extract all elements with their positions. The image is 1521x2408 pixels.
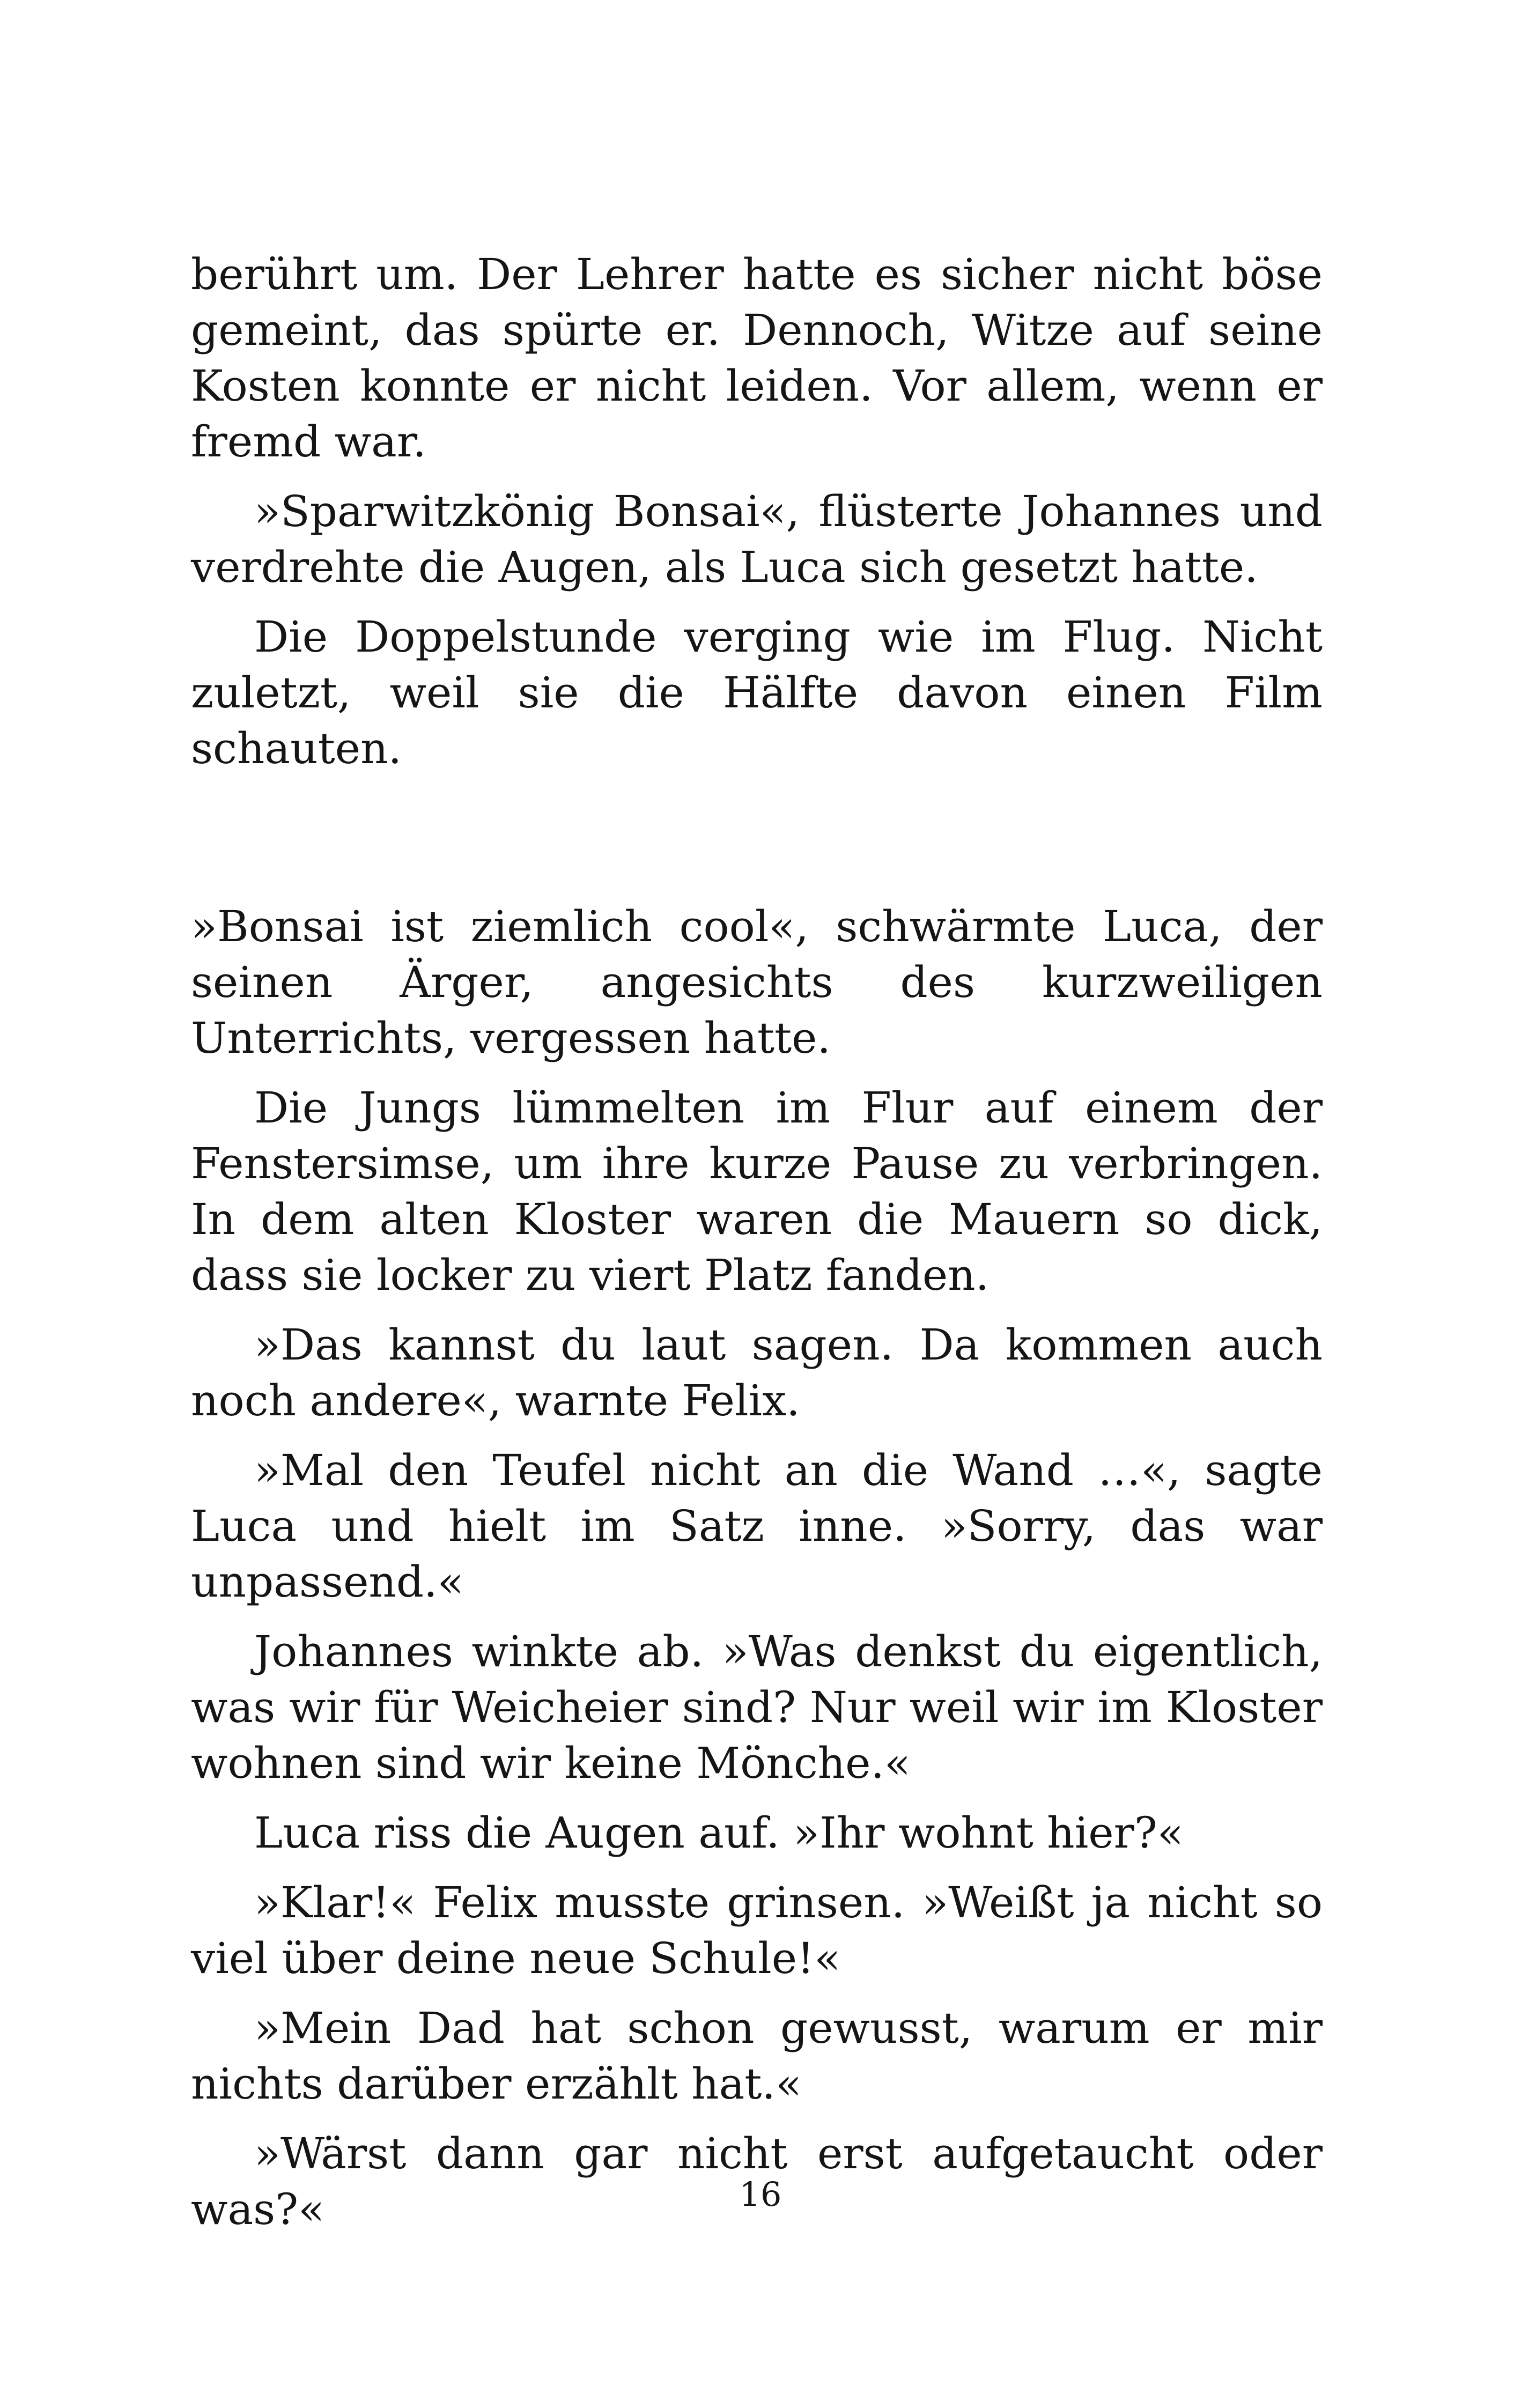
- paragraph-laut-sagen: »Das kannst du laut sagen. Da kommen auch noch andere«, warnte Felix.: [191, 1320, 1323, 1425]
- page-number: 16: [739, 2175, 782, 2214]
- paragraph-johannes-winkte: Johannes winkte ab. »Was denkst du eigentlich, was wir für Weicheier sind? Nur weil wir im Kloster wohnen sind wir keine Mönche.«: [191, 1627, 1323, 1788]
- paragraph-jungs-flur: Die Jungs lümmelten im Flur auf einem der Fenstersimse, um ihre kurze Pause zu verbringen. In dem alten Kloster waren die Mauern so dick, dass sie locker zu viert Platz fanden.: [191, 1083, 1323, 1300]
- paragraph-sparwitzkoenig: »Sparwitzkönig Bonsai«, flüsterte Johannes und verdrehte die Augen, als Luca sich gesetzt hatte.: [191, 486, 1323, 592]
- section-break: [191, 777, 1323, 899]
- paragraph-doppelstunde: Die Doppelstunde verging wie im Flug. Nicht zuletzt, weil sie die Hälfte davon einen Film schauten.: [191, 612, 1323, 773]
- book-page-text: [191, 247, 1323, 2237]
- paragraph-continuation: berührt um. Der Lehrer hatte es sicher nicht böse gemeint, das spürte er. Dennoch, Witze auf seine Kosten konnte er nicht leiden. Vor allem, wenn er fremd war.: [191, 249, 1323, 467]
- paragraph-klar: »Klar!« Felix musste grinsen. »Weißt ja nicht so viel über deine neue Schule!«: [191, 1878, 1323, 1983]
- paragraph-waerst-dann: »Wärst dann gar nicht erst aufgetaucht oder was?«: [191, 2129, 1323, 2234]
- paragraph-augen-auf: Luca riss die Augen auf. »Ihr wohnt hier?«: [254, 1808, 1184, 1858]
- paragraph-mein-dad: »Mein Dad hat schon gewusst, warum er mir nichts darüber erzählt hat.«: [191, 2003, 1323, 2109]
- paragraph-bonsai-cool: »Bonsai ist ziemlich cool«, schwärmte Luca, der seinen Ärger, angesichts des kurzweiligen Unterrichts, vergessen hatte.: [191, 902, 1323, 1063]
- paragraph-teufel-wand: »Mal den Teufel nicht an die Wand …«, sagte Luca und hielt im Satz inne. »Sorry, das war unpassend.«: [191, 1445, 1323, 1607]
